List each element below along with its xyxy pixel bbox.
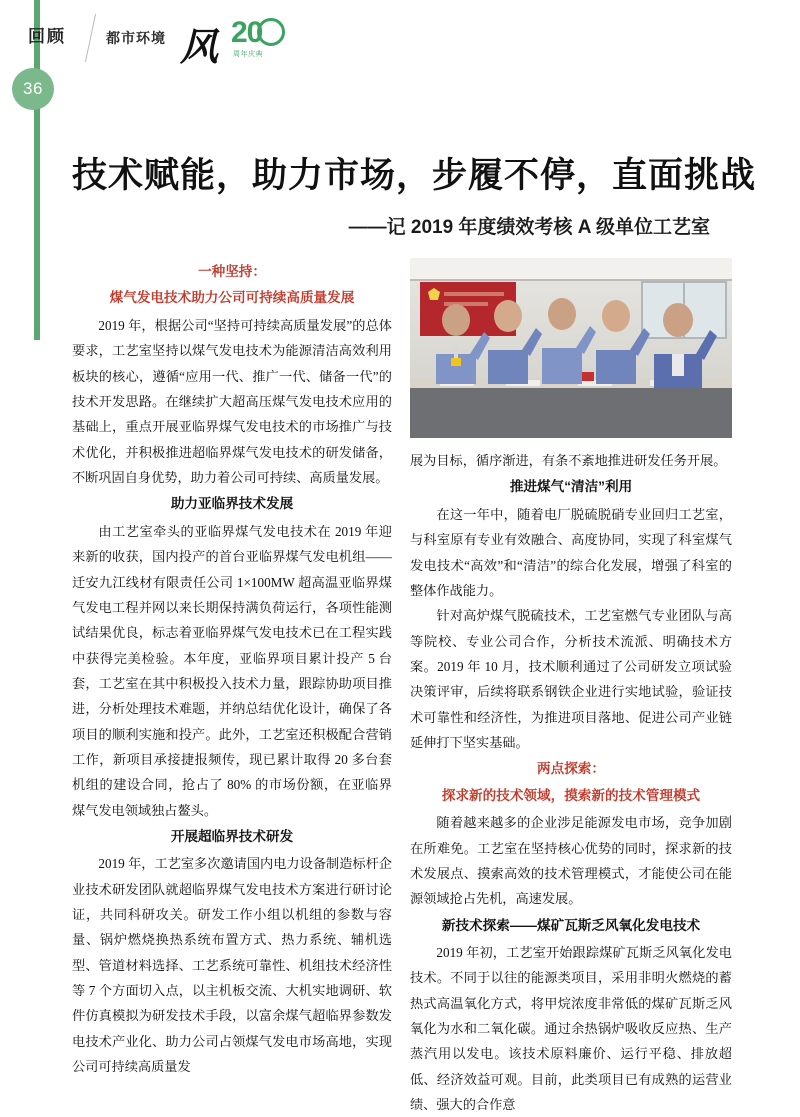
page-number-badge: 36 [12,68,54,110]
left-heading-2: 煤气发电技术助力公司可持续高质量发展 [109,290,355,306]
anniversary-number: 20 [231,16,263,49]
right-heading-2: 两点探索： [537,761,605,777]
brand-name-cn: 都市环境 [106,30,166,46]
anniversary-ring-icon [257,18,285,46]
anniversary-subtext: 周年庆典 [233,51,263,58]
article-photo [410,258,732,438]
brand-logo-icon: 风 [180,27,219,69]
left-column [72,258,392,1080]
left-paragraph-1: 2019 年，根据公司“坚持可持续高质量发展”的总体要求，工艺室坚持以煤气发电技术为能源清洁高效利用板块的核心，遵循“应用一代、推广一代、储备一代”的技术开发思路。在继续扩大超高压煤气发电技术应用的基础上，重点开展亚临界煤气发电技术的市场推广与技术优化，并积极推进超临界煤气发电技术的研发储备，不断巩固自身优势，助力着公司可持续、高质量发展。 [72,317,392,485]
left-heading-4: 开展超临界技术研发 [170,828,294,844]
left-heading-1: 一种坚持： [198,264,266,279]
right-heading-4: 新技术探索——煤矿瓦斯乏风氧化发电技术 [441,917,701,933]
right-paragraph-4: 随着越来越多的企业涉足能源发电市场，竞争加剧在所难免。工艺室在坚持核心优势的同时，探求新的技术发展点、摸索高效的技术管理模式，才能使公司在能源领域抢占先机，高速发展。 [410,815,732,907]
right-heading-1: 推进煤气“清洁”利用 [509,479,633,495]
page-title: 技术赋能，助力市场，步履不停，直面挑战 [72,156,757,195]
right-paragraph-5: 2019 年初，工艺室开始跟踪煤矿瓦斯乏风氧化发电技术。不同于以往的能源类项目，采用非明火燃烧的蓄热式高温氧化方式，将甲烷浓度非常低的煤矿瓦斯乏风氧化为水和二氧化碳。通过余热锅炉吸收反应热、生产蒸汽用以发电。该技术原料廉价、运行平稳、排放超低、经济效益可观。目前，此类项目已有成熟的运营业绩、强大的合作意 [410,945,732,1113]
page-subtitle: ——记 2019 年度绩效考核 A 级单位工艺室 [348,217,710,238]
masthead [28,14,768,69]
anniversary-logo-icon [231,16,295,62]
right-paragraph-2: 在这一年中，随着电厂脱硫脱硝专业回归工艺室，与科室原有专业有效融合、高度协同，实现了科室煤气发电技术“高效”和“清洁”的综合化发展，增强了科室的整体作战能力。 [410,506,732,598]
right-column [410,448,732,1117]
left-heading-3: 助力亚临界技术发展 [170,496,294,512]
left-paragraph-3: 2019 年，工艺室多次邀请国内电力设备制造标杆企业技术研发团队就超临界煤气发电技术方案进行研讨论证，共同科研攻关。研发工作小组以机组的参数与容量、锅炉燃烧换热系统布置方式、热力系统、辅机选型、管道材料选择、工艺系统可靠性、机组技术经济性等 7 个方面切入点，以主机板交流、大机实地调研、软件仿真模拟为研发技术手段，以富余煤气超临界参数发电技术产业化、助力公司占领煤气发电市场高地，实现公司可持续高质量发 [72,856,392,1075]
section-label: 回顾 [28,27,66,46]
article-title-block [72,148,757,239]
right-heading-3: 探求新的技术领域，摸索新的技术管理模式 [441,787,701,803]
right-paragraph-3: 针对高炉煤气脱硫技术，工艺室燃气专业团队与高等院校、专业公司合作，分析技术流派、明确技术方案。2019 年 10 月，技术顺利通过了公司研发立项试验决策评审，后续将联系钢铁企业进行实地试验，验证技术可靠性和经济性，为推进项目落地、促进公司产业链延伸打下坚实基础。 [410,608,732,750]
left-paragraph-2: 由工艺室牵头的亚临界煤气发电技术在 2019 年迎来新的收获，国内投产的首台亚临界煤气发电机组——迁安九江线材有限责任公司 1×100MW 超高温亚临界煤气发电工程并网以来长期保持满负荷运行，各项性能测试结果优良，标志着亚临界煤气发电技术已在工程实践中获得完美检验。本年度，亚临界项目累计投产 5 台套，工艺室在其中积极投入技术力量，跟踪协助项目推进，分析处理技术难题，并纳总结优化设计，确保了各项目的顺利实施和投产。此外，工艺室还积极配合营销工作，新项目承接捷报频传，现已累计取得 20 多台套机组的建设合同，抢占了 80% 的市场份额，在亚临界煤气发电领域独占鳌头。 [72,523,392,818]
right-paragraph-continued: 展为目标，循序渐进，有条不紊地推进研发任务开展。 [410,453,727,468]
masthead-divider [85,14,96,62]
